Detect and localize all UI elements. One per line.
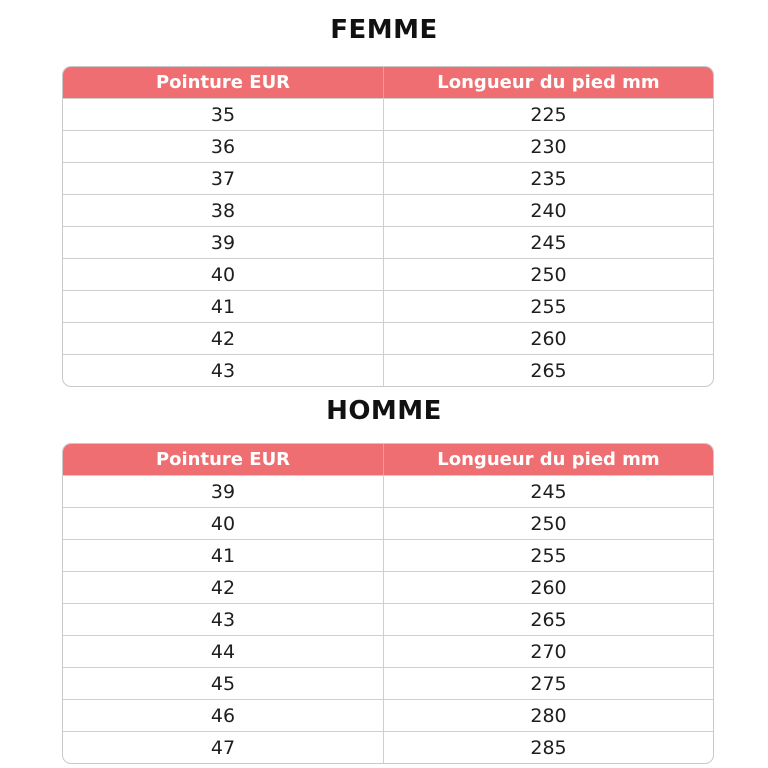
table-row (63, 475, 713, 507)
length-cell: 285 (530, 736, 567, 759)
femme-size-table (62, 66, 714, 387)
table-row (63, 507, 713, 539)
homme-size-table (62, 443, 714, 764)
header-longueur-pied: Longueur du pied mm (437, 72, 660, 93)
length-cell: 230 (530, 135, 567, 158)
table-row (63, 667, 713, 699)
femme-title: FEMME (330, 15, 438, 45)
size-cell: 38 (63, 195, 384, 226)
length-cell: 250 (530, 512, 567, 535)
size-cell: 36 (63, 131, 384, 162)
size-cell: 47 (63, 732, 384, 763)
header-longueur-pied: Longueur du pied mm (437, 449, 660, 470)
length-cell: 255 (530, 295, 567, 318)
table-row (63, 98, 713, 130)
length-cell: 270 (530, 640, 567, 663)
table-row (63, 226, 713, 258)
table-row (63, 162, 713, 194)
size-cell: 43 (63, 604, 384, 635)
table-row (63, 699, 713, 731)
table-row (63, 635, 713, 667)
table-row (63, 571, 713, 603)
length-cell: 265 (530, 608, 567, 631)
length-cell: 260 (530, 327, 567, 350)
length-cell: 260 (530, 576, 567, 599)
length-cell: 250 (530, 263, 567, 286)
table-row (63, 322, 713, 354)
size-cell: 44 (63, 636, 384, 667)
header-pointure-eur: Pointure EUR (63, 444, 384, 475)
size-cell: 43 (63, 355, 384, 386)
table-row (63, 258, 713, 290)
length-cell: 280 (530, 704, 567, 727)
length-cell: 225 (530, 103, 567, 126)
homme-title: HOMME (326, 396, 442, 426)
length-cell: 245 (530, 480, 567, 503)
table-row (63, 290, 713, 322)
length-cell: 275 (530, 672, 567, 695)
length-cell: 240 (530, 199, 567, 222)
table-row (63, 603, 713, 635)
size-cell: 37 (63, 163, 384, 194)
size-cell: 35 (63, 99, 384, 130)
size-cell: 39 (63, 476, 384, 507)
table-row (63, 354, 713, 386)
size-cell: 41 (63, 291, 384, 322)
size-cell: 41 (63, 540, 384, 571)
size-cell: 42 (63, 572, 384, 603)
header-pointure-eur: Pointure EUR (63, 67, 384, 98)
size-cell: 40 (63, 259, 384, 290)
size-cell: 42 (63, 323, 384, 354)
table-row (63, 194, 713, 226)
length-cell: 255 (530, 544, 567, 567)
table-row (63, 539, 713, 571)
size-cell: 45 (63, 668, 384, 699)
length-cell: 245 (530, 231, 567, 254)
table-header-row (63, 67, 713, 98)
length-cell: 265 (530, 359, 567, 382)
table-header-row (63, 444, 713, 475)
size-cell: 39 (63, 227, 384, 258)
size-cell: 46 (63, 700, 384, 731)
table-row (63, 130, 713, 162)
length-cell: 235 (530, 167, 567, 190)
table-row (63, 731, 713, 763)
size-cell: 40 (63, 508, 384, 539)
